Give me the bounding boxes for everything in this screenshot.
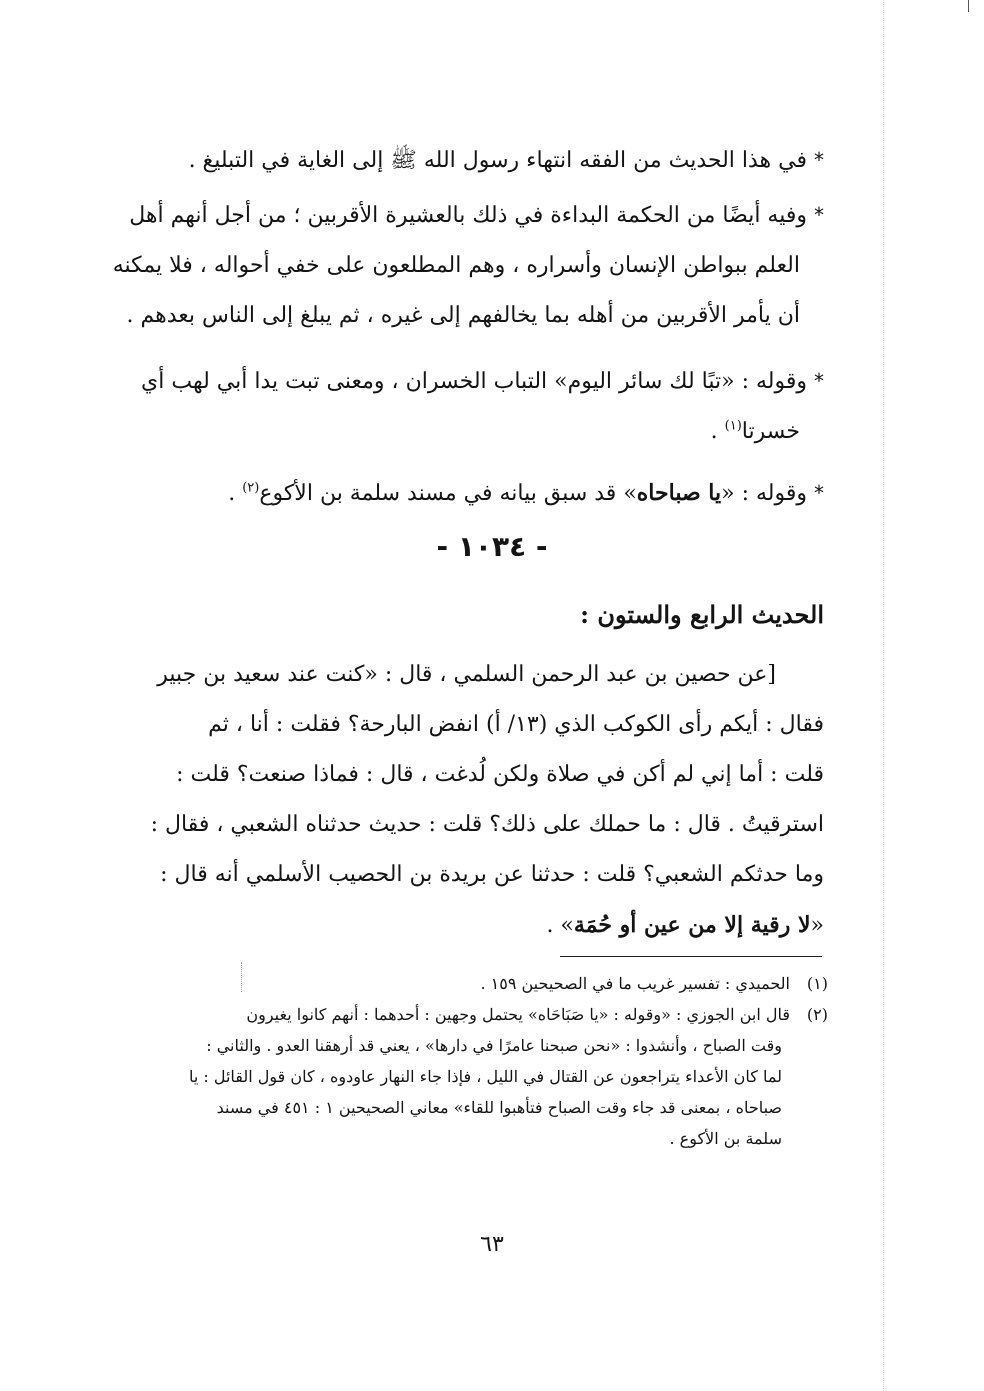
scan-fold-line — [883, 0, 884, 1391]
asterisk-bullet-icon: * — [814, 481, 824, 505]
bullet-1-line-1: في هذا الحديث من الفقه انتهاء رسول الله ﷺ إلى الغاية في التبليغ . — [188, 148, 807, 173]
bullet-paragraph-2 — [113, 190, 824, 341]
footnote-separator — [560, 956, 822, 957]
footnote-2-line-1: قال ابن الجوزي : «وقوله : «يا صَبَاحَاه» يحتمل وجهين : أحدهما : أنهم كانوا يغيرون — [246, 1005, 790, 1024]
asterisk-bullet-icon: * — [814, 203, 824, 227]
paragraph-line-2: فقال : أيكم رأى الكوكب الذي (١٣/ أ) انفض البارحة؟ فقلت : أنا ، ثم — [208, 712, 824, 737]
hadith-quote-bold: لا رقية إلا من عين أو حُمَة — [573, 912, 811, 938]
bullet-4-post: » قد سبق بيانه في مسند سلمة بن الأكوع — [259, 481, 637, 506]
bullet-4-bold-phrase: يا صباحاه — [636, 480, 722, 506]
footnote-2-line-5: سلمة بن الأكوع . — [669, 1129, 782, 1148]
paragraph-line-5: وما حدثكم الشعبي؟ قلت : حدثنا عن بريدة بن الحصيب الأسلمي أنه قال : — [160, 862, 824, 887]
bullet-2-line-2: العلم ببواطن الإنسان وأسراره ، وهم المطلعون على خفي أحواله ، فلا يمكنه — [112, 253, 800, 278]
bullet-4-tail: . — [228, 481, 243, 506]
bullet-paragraph-1 — [189, 135, 824, 186]
footnote-1-number: (١) — [806, 974, 828, 993]
paragraph-line-4: استرقيتُ . قال : ما حملك على ذلك؟ قلت : حديث حدثناه الشعبي ، فقال : — [150, 812, 824, 837]
bullet-3-tail: . — [710, 419, 725, 444]
quote-open: « — [810, 913, 824, 938]
scan-edge-mark — [968, 0, 969, 12]
bullet-paragraph-3 — [141, 356, 824, 457]
footnote-2 — [112, 999, 828, 1154]
footnote-1-line-1: الحميدي : تفسير غريب ما في الصحيحين ١٥٩ . — [480, 974, 790, 993]
asterisk-bullet-icon: * — [814, 369, 824, 393]
bullet-paragraph-4 — [228, 468, 824, 519]
footnote-2-number: (٢) — [806, 1005, 828, 1024]
bullet-3-line-1: وقوله : «تبًا لك سائر اليوم» التباب الخسران ، ومعنى تبت يدا أبي لهب أي — [141, 369, 807, 394]
footnote-1 — [112, 968, 828, 999]
hadith-number: - ١٠٣٤ - — [436, 530, 548, 563]
bullet-4-pre: وقوله : « — [721, 481, 807, 506]
paragraph-line-3: قلت : أما إني لم أكن في صلاة ولكن لُدغت ، قال : فماذا صنعت؟ قلت : — [176, 762, 824, 787]
footnotes-section — [112, 968, 828, 1154]
footnote-2-line-3: لما كان الأعداء يتراجعون عن القتال في الليل ، فإذا جاء النهار عاودوه ، كان قول القائل : يا — [188, 1067, 782, 1086]
paragraph-line-6 — [112, 900, 824, 951]
footnote-2-line-4: صباحاه ، بمعنى قد جاء وقت الصباح فتأهبوا للقاء» معاني الصحيحين ١ : ٤٥١ في مسند — [216, 1098, 782, 1117]
paragraph-line-1: [عن حصين بن عبد الرحمن السلمي ، قال : «كنت عند سعيد بن جبير — [157, 662, 776, 687]
page-number: ٦٣ — [480, 1232, 504, 1257]
hadith-paragraph — [112, 650, 824, 951]
bullet-2-line-3: أن يأمر الأقربين من أهله بما يخالفهم إلى غيره ، ثم يبلغ إلى الناس بعدهم . — [126, 303, 800, 328]
footnote-2-line-2: وقت الصباح ، وأنشدوا : «نحن صبحنا عامرًا في دارها» ، يعني قد أرهقنا العدو . والثاني : — [206, 1036, 782, 1055]
footnote-ref-1[interactable]: (١) — [724, 418, 742, 434]
bullet-3-line-2: خسرتا — [741, 419, 800, 444]
section-heading: الحديث الرابع والستون : — [580, 600, 824, 629]
footnote-ref-2[interactable]: (٢) — [242, 480, 260, 496]
asterisk-bullet-icon: * — [814, 148, 824, 172]
quote-close: » . — [546, 913, 574, 938]
bullet-2-line-1: وفيه أيضًا من الحكمة البداءة في ذلك بالعشيرة الأقربين ؛ من أجل أنهم أهل — [129, 203, 807, 228]
